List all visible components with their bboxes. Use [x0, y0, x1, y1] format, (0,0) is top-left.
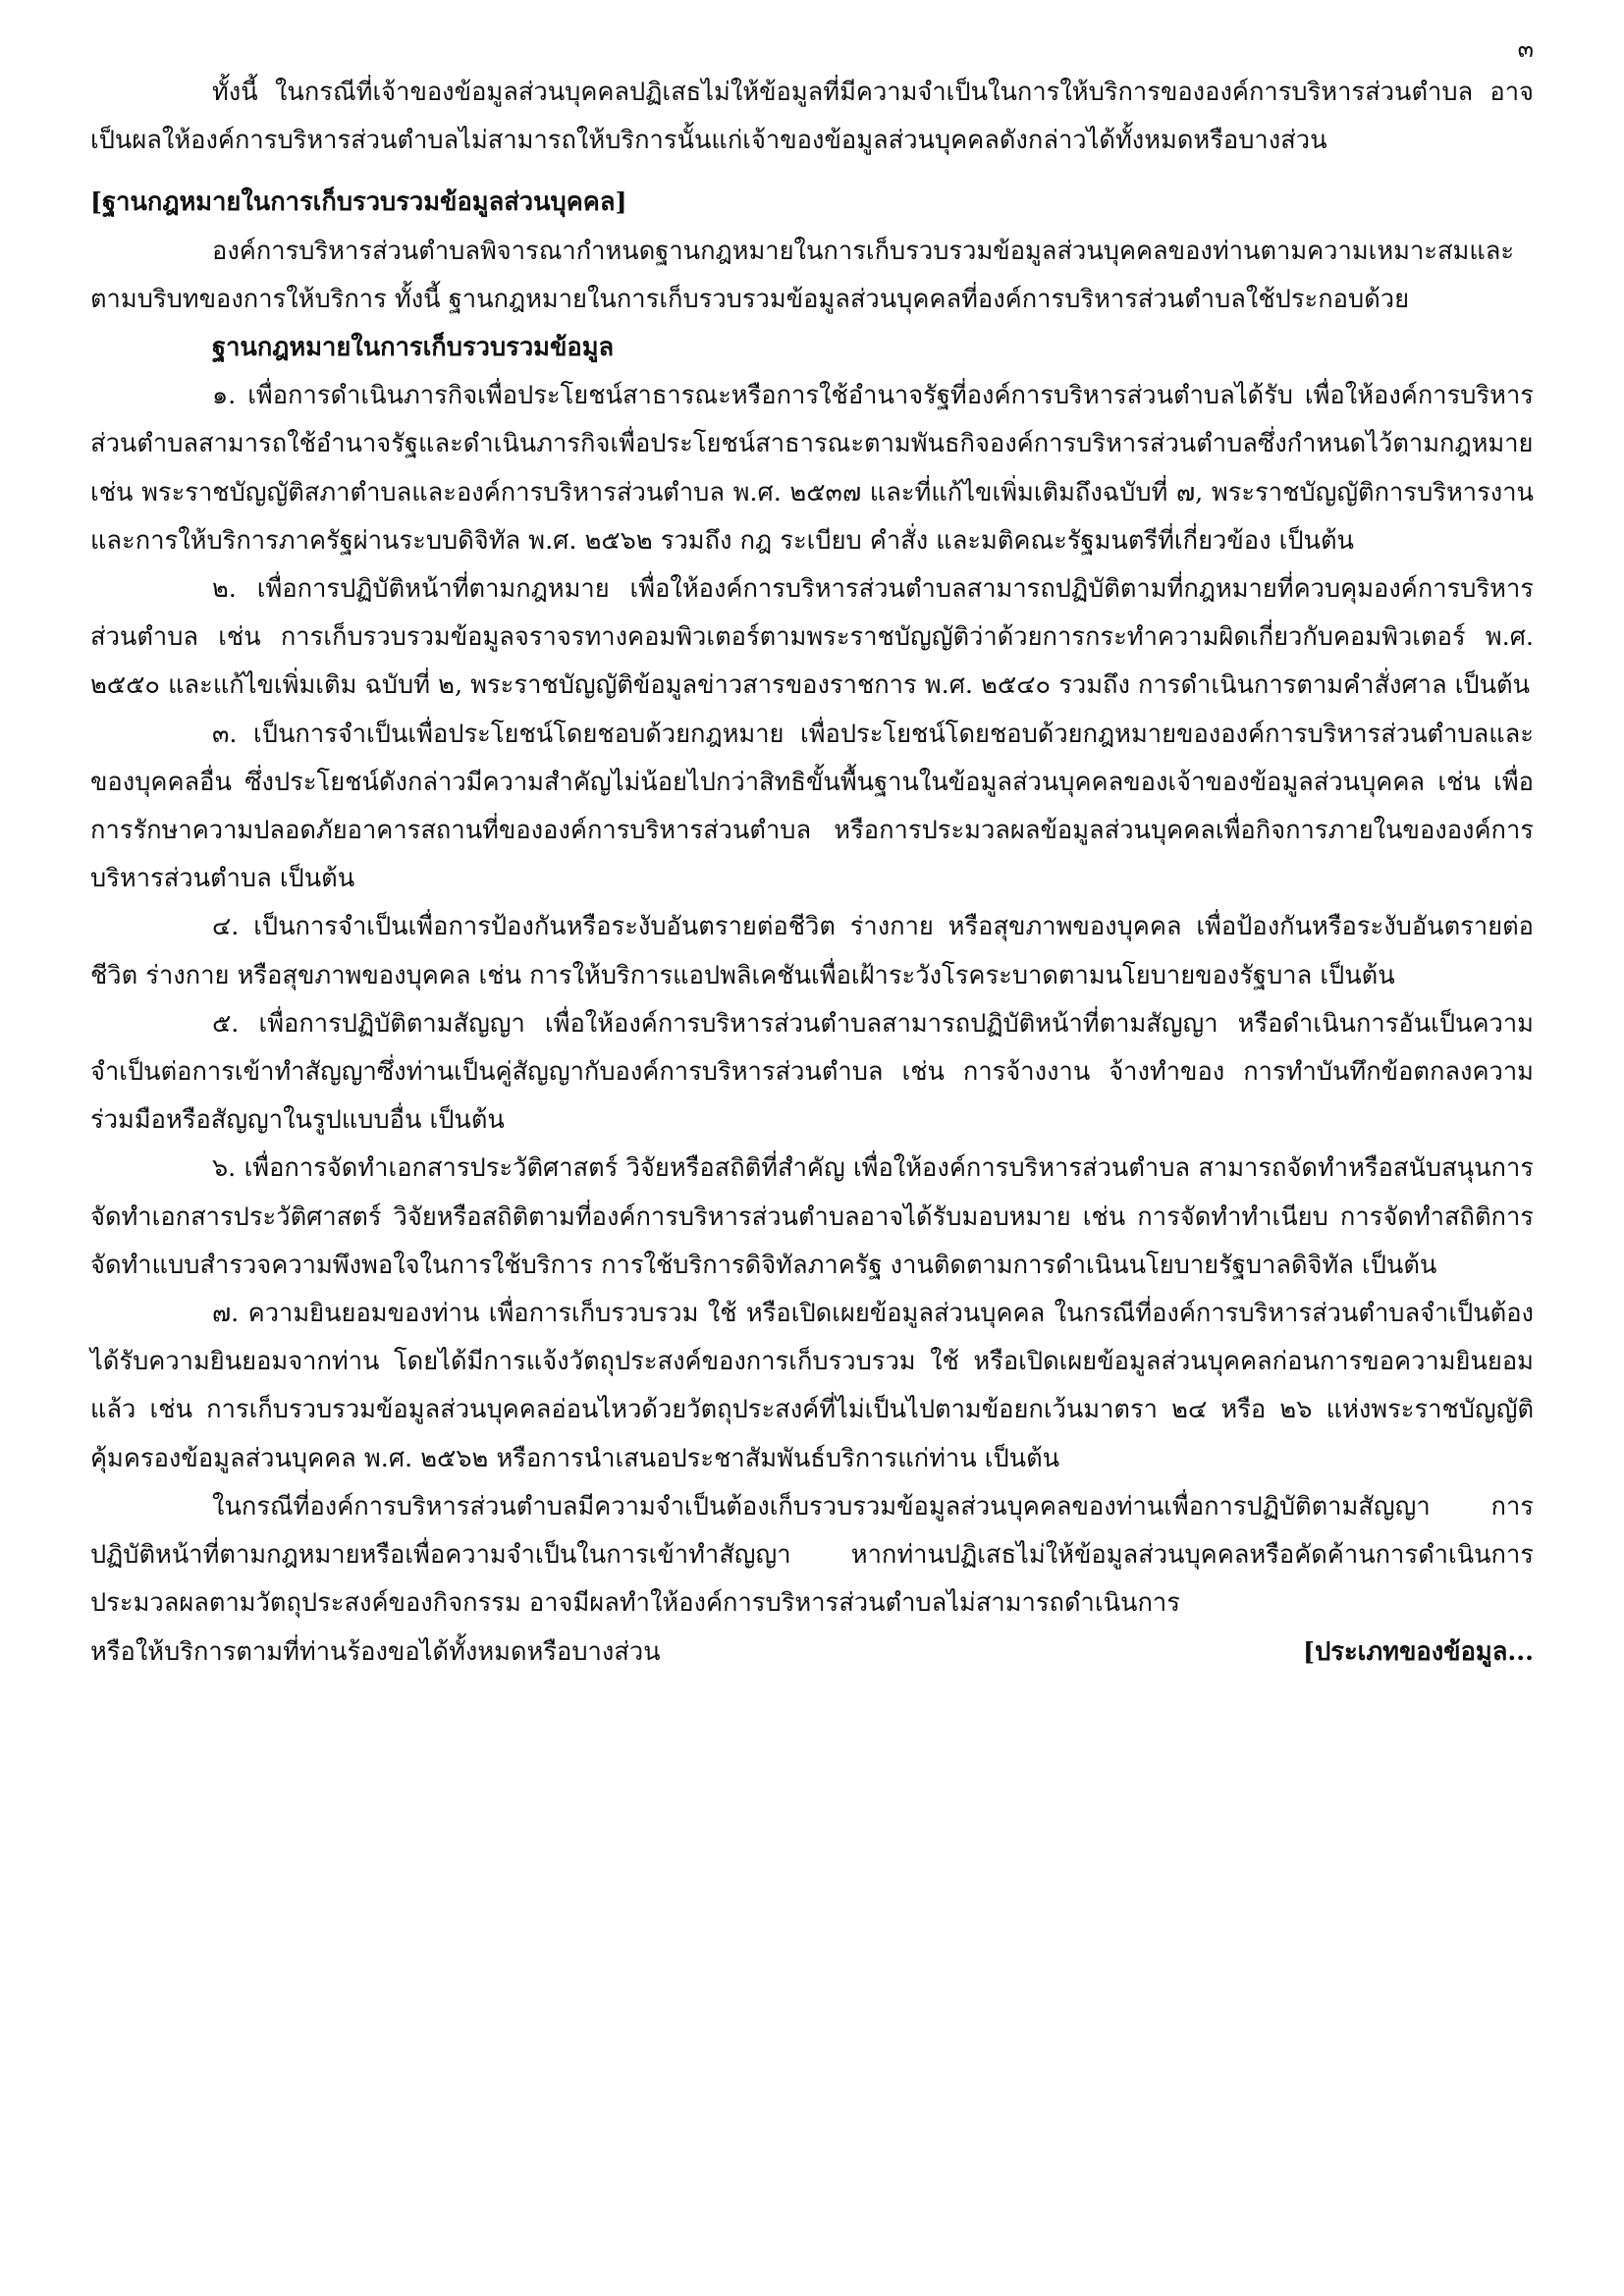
legal-basis-item-1: ๑. เพื่อการดำเนินภารกิจเพื่อประโยชน์สาธารณะหรือการใช้อำนาจรัฐที่องค์การบริหารส่วนตำบลได้รับ เพื่อให้องค์การบริหารส่วนตำบลสามารถใช้อำนาจรัฐและดำเนินภารกิจเพื่อประโยชน์สาธารณะตามพันธกิจองค์การบริหารส่วนตำบลซึ่งกำหนดไว้ตามกฎหมาย เช่น พระราชบัญญัติสภาตำบลและองค์การบริหารส่วนตำบล พ.ศ. ๒๕๓๗ และที่แก้ไขเพิ่มเติมถึงฉบับที่ ๗, พระราชบัญญัติการบริหารงานและการให้บริการภาครัฐผ่านระบบดิจิทัล พ.ศ. ๒๕๖๒ รวมถึง กฎ ระเบียบ คำสั่ง และมติคณะรัฐมนตรีที่เกี่ยวข้อง เป็นต้น	[90, 381, 1534, 556]
section-heading: [ฐานกฎหมายในการเก็บรวบรวมข้อมูลส่วนบุคคล]	[90, 187, 627, 218]
closing-last-line: หรือให้บริการตามที่ท่านร้องขอได้ทั้งหมดหรือบางส่วน	[90, 1636, 661, 1667]
section-intro-paragraph: องค์การบริหารส่วนตำบลพิจารณากำหนดฐานกฎหมายในการเก็บรวบรวมข้อมูลส่วนบุคคลของท่านตามความเหมาะสมและตามบริบทของการให้บริการ ทั้งนี้ ฐานกฎหมายในการเก็บรวบรวมข้อมูลส่วนบุคคลที่องค์การบริหารส่วนตำบลใช้ประกอบด้วย	[90, 236, 1515, 314]
closing-paragraph: ในกรณีที่องค์การบริหารส่วนตำบลมีความจำเป็นต้องเก็บรวบรวมข้อมูลส่วนบุคคลของท่านเพื่อการปฏิบัติตามสัญญา การปฏิบัติหน้าที่ตามกฎหมายหรือเพื่อความจำเป็นในการเข้าทำสัญญา หากท่านปฏิเสธไม่ให้ข้อมูลส่วนบุคคลหรือคัดค้านการดำเนินการประมวลผลตามวัตถุประสงค์ของกิจกรรม อาจมีผลทำให้องค์การบริหารส่วนตำบลไม่สามารถดำเนินการ	[90, 1491, 1534, 1619]
next-page-hint: [ประเภทของข้อมูล...	[1303, 1636, 1534, 1667]
legal-basis-subheading: ฐานกฎหมายในการเก็บรวบรวมข้อมูล	[212, 333, 615, 363]
intro-paragraph: ทั้งนี้ ในกรณีที่เจ้าของข้อมูลส่วนบุคคลปฏิเสธไม่ให้ข้อมูลที่มีความจำเป็นในการให้บริการขององค์การบริหารส่วนตำบล อาจเป็นผลให้องค์การบริหารส่วนตำบลไม่สามารถให้บริการนั้นแก่เจ้าของข้อมูลส่วนบุคคลดังกล่าวได้ทั้งหมดหรือบางส่วน	[90, 78, 1534, 156]
legal-basis-item-4: ๔. เป็นการจำเป็นเพื่อการป้องกันหรือระงับอันตรายต่อชีวิต ร่างกาย หรือสุขภาพของบุคคล เพื่อป้องกันหรือระงับอันตรายต่อชีวิต ร่างกาย หรือสุขภาพของบุคคล เช่น การให้บริการแอปพลิเคชันเพื่อเฝ้าระวังโรคระบาดตามนโยบายของรัฐบาล เป็นต้น	[90, 912, 1534, 990]
legal-basis-item-6: ๖. เพื่อการจัดทำเอกสารประวัติศาสตร์ วิจัยหรือสถิติที่สำคัญ เพื่อให้องค์การบริหารส่วนตำบล สามารถจัดทำหรือสนับสนุนการจัดทำเอกสารประวัติศาสตร์ วิจัยหรือสถิติตามที่องค์การบริหารส่วนตำบลอาจได้รับมอบหมาย เช่น การจัดทำทำเนียบ การจัดทำสถิติการจัดทำแบบสำรวจความพึงพอใจในการใช้บริการ การใช้บริการดิจิทัลภาครัฐ งานติดตามการดำเนินนโยบายรัฐบาลดิจิทัล เป็นต้น	[90, 1153, 1534, 1280]
legal-basis-item-3: ๓. เป็นการจำเป็นเพื่อประโยชน์โดยชอบด้วยกฎหมาย เพื่อประโยชน์โดยชอบด้วยกฎหมายขององค์การบริหารส่วนตำบลและของบุคคลอื่น ซึ่งประโยชน์ดังกล่าวมีความสำคัญไม่น้อยไปกว่าสิทธิขั้นพื้นฐานในข้อมูลส่วนบุคคลของเจ้าของข้อมูลส่วนบุคคล เช่น เพื่อการรักษาความปลอดภัยอาคารสถานที่ขององค์การบริหารส่วนตำบล หรือการประมวลผลข้อมูลส่วนบุคคลเพื่อกิจการภายในขององค์การบริหารส่วนตำบล เป็นต้น	[90, 719, 1534, 894]
page-number: ๓	[1517, 35, 1534, 63]
legal-basis-item-5: ๕. เพื่อการปฏิบัติตามสัญญา เพื่อให้องค์การบริหารส่วนตำบลสามารถปฏิบัติหน้าที่ตามสัญญา หรือดำเนินการอันเป็นความจำเป็นต่อการเข้าทำสัญญาซึ่งท่านเป็นคู่สัญญากับองค์การบริหารส่วนตำบล เช่น การจ้างงาน จ้างทำของ การทำบันทึกข้อตกลงความร่วมมือหรือสัญญาในรูปแบบอื่น เป็นต้น	[90, 1008, 1534, 1136]
closing-last-line-row	[90, 1629, 1534, 1677]
legal-basis-item-7: ๗. ความยินยอมของท่าน เพื่อการเก็บรวบรวม ใช้ หรือเปิดเผยข้อมูลส่วนบุคคล ในกรณีที่องค์การบริหารส่วนตำบลจำเป็นต้องได้รับความยินยอมจากท่าน โดยได้มีการแจ้งวัตถุประสงค์ของการเก็บรวบรวม ใช้ หรือเปิดเผยข้อมูลส่วนบุคคลก่อนการขอความยินยอมแล้ว เช่น การเก็บรวบรวมข้อมูลส่วนบุคคลอ่อนไหวด้วยวัตถุประสงค์ที่ไม่เป็นไปตามข้อยกเว้นมาตรา ๒๔ หรือ ๒๖ แห่งพระราชบัญญัติคุ้มครองข้อมูลส่วนบุคคล พ.ศ. ๒๕๖๒ หรือการนำเสนอประชาสัมพันธ์บริการแก่ท่าน เป็นต้น	[90, 1299, 1534, 1473]
legal-basis-item-2: ๒. เพื่อการปฏิบัติหน้าที่ตามกฎหมาย เพื่อให้องค์การบริหารส่วนตำบลสามารถปฏิบัติตามที่กฎหมายที่ควบคุมองค์การบริหารส่วนตำบล เช่น การเก็บรวบรวมข้อมูลจราจรทางคอมพิวเตอร์ตามพระราชบัญญัติว่าด้วยการกระทำความผิดเกี่ยวกับคอมพิวเตอร์ พ.ศ. ๒๕๕๐ และแก้ไขเพิ่มเติม ฉบับที่ ๒, พระราชบัญญัติข้อมูลข่าวสารของราชการ พ.ศ. ๒๕๔๐ รวมถึง การดำเนินการตามคำสั่งศาล เป็นต้น	[90, 574, 1534, 701]
